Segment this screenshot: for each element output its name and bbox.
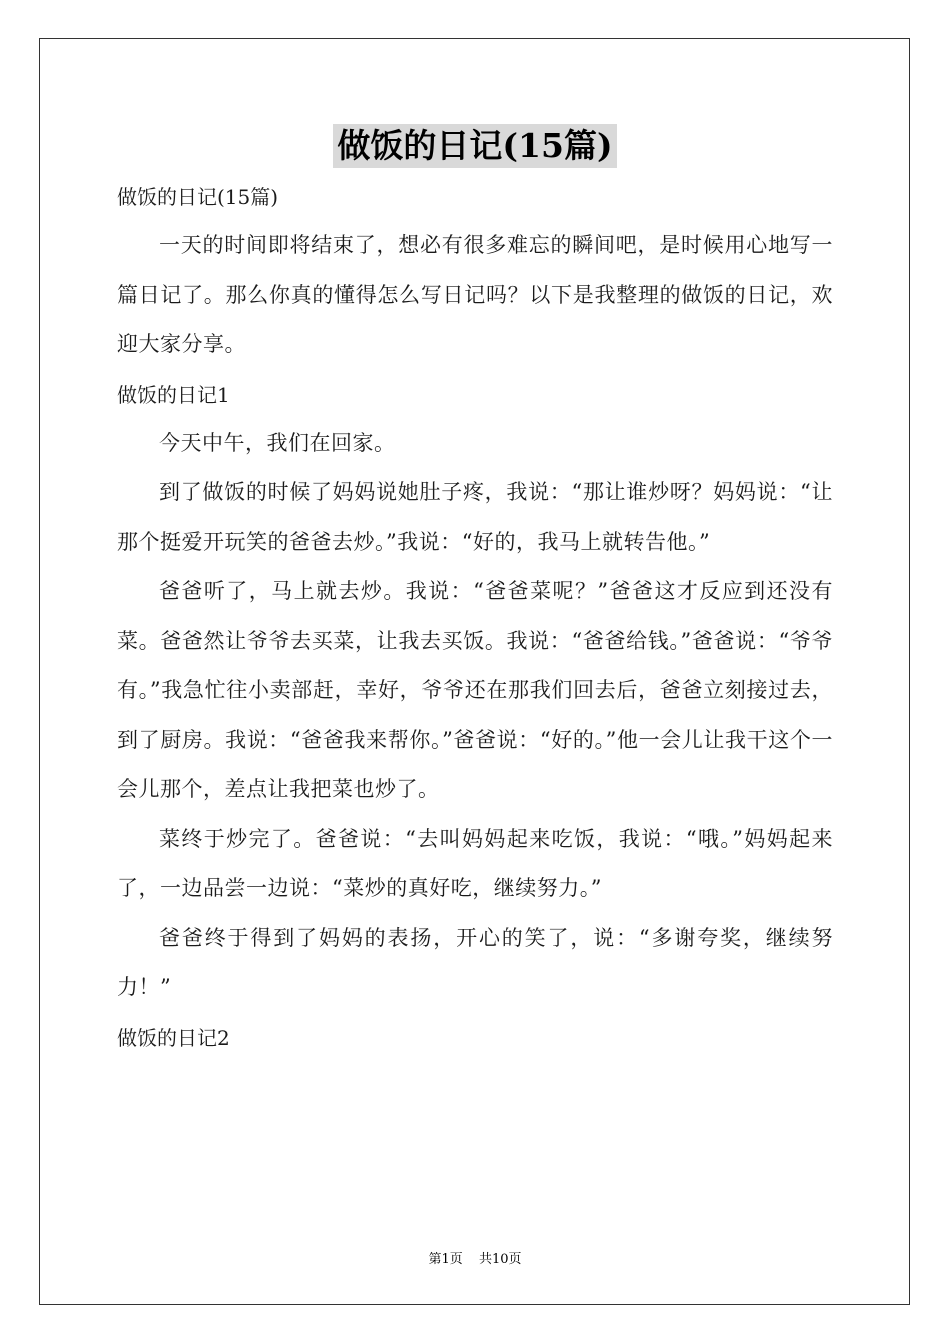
section-heading-2: 做饭的日记2 [117,1025,230,1050]
paragraph-2: 到了做饭的时候了妈妈说她肚子疼，我说：“那让谁炒呀？妈妈说：“让那个挺爱开玩笑的爸爸去炒。”我说：“好的，我马上就转告他。” [117,480,833,554]
intro-paragraph: 一天的时间即将结束了，想必有很多难忘的瞬间吧，是时候用心地写一篇日记了。那么你真的懂得怎么写日记吗？以下是我整理的做饭的日记，欢迎大家分享。 [117,233,833,356]
paragraph-1: 今天中午，我们在回家。 [159,430,396,455]
document-title: 做饭的日记(15篇) [333,124,616,168]
document-body [117,184,833,1051]
page-total: 共10页 [478,1252,522,1267]
document-subtitle: 做饭的日记(15篇) [117,185,279,209]
page-footer [0,1248,950,1267]
paragraph-3: 爸爸听了，马上就去炒。我说：“爸爸菜呢？”爸爸这才反应到还没有菜。爸爸然让爷爷去买菜，让我去买饭。我说：“爸爸给钱。”爸爸说：“爷爷有。”我急忙往小卖部赶，幸好，爷爷还在那我们回去后，爸爸立刻接过去，到了厨房。我说：“爸爸我来帮你。”爸爸说：“好的。”他一会儿让我干这个一会儿那个，差点让我把菜也炒了。 [117,579,833,801]
paragraph-4: 菜终于炒完了。爸爸说：“去叫妈妈起来吃饭，我说：“哦。”妈妈起来了，一边品尝一边说：“菜炒的真好吃，继续努力。” [117,826,833,900]
title-container [0,124,950,168]
paragraph-5: 爸爸终于得到了妈妈的表扬，开心的笑了，说：“多谢夸奖，继续努力！” [117,925,833,999]
section-heading-1: 做饭的日记1 [117,382,230,407]
page-number: 第1页 [428,1252,463,1267]
